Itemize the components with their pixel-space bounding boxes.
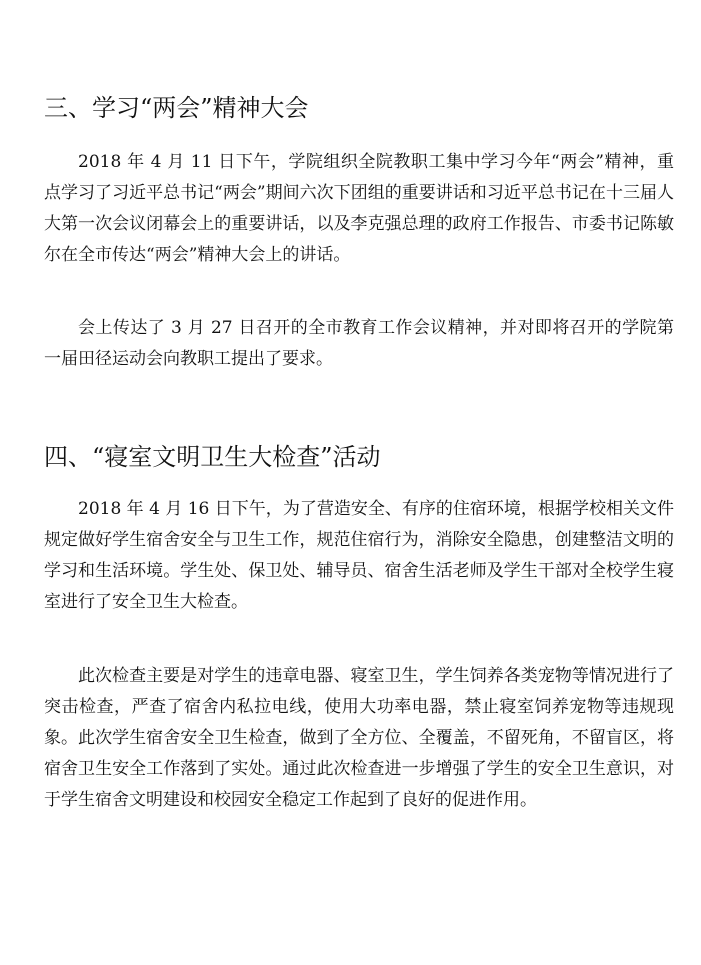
section-heading-3: 三、学习“两会”精神大会 [44,94,309,122]
section-3-paragraph-1: 2018 年 4 月 11 日下午，学院组织全院教职工集中学习今年“两会”精神，重点学习了习近平总书记“两会”期间六次下团组的重要讲话和习近平总书记在十三届人大第一次会议闭幕会上的重要讲话，以及李克强总理的政府工作报告、市委书记陈敏尔在全市传达“两会”精神大会上的讲话。 [44,152,674,265]
section-4-paragraph-2: 此次检查主要是对学生的违章电器、寝室卫生，学生饲养各类宠物等情况进行了突击检查，严查了宿舍内私拉电线，使用大功率电器，禁止寝室饲养宠物等违规现象。此次学生宿舍安全卫生检查，做到了全方位、全覆盖，不留死角，不留盲区，将宿舍卫生安全工作落到了实处。通过此次检查进一步增强了学生的安全卫生意识，对于学生宿舍文明建设和校园安全稳定工作起到了良好的促进作用。 [44,666,674,810]
section-4-paragraph-1: 2018 年 4 月 16 日下午，为了营造安全、有序的住宿环境，根据学校相关文件规定做好学生宿舍安全与卫生工作，规范住宿行为，消除安全隐患，创建整洁文明的学习和生活环境。学生处、保卫处、辅导员、宿舍生活老师及学生干部对全校学生寝室进行了安全卫生大检查。 [44,499,674,612]
section-3-paragraph-2: 会上传达了 3 月 27 日召开的全市教育工作会议精神，并对即将召开的学院第一届田径运动会向教职工提出了要求。 [44,318,674,369]
section-heading-4: 四、“寝室文明卫生大检查”活动 [44,443,381,471]
